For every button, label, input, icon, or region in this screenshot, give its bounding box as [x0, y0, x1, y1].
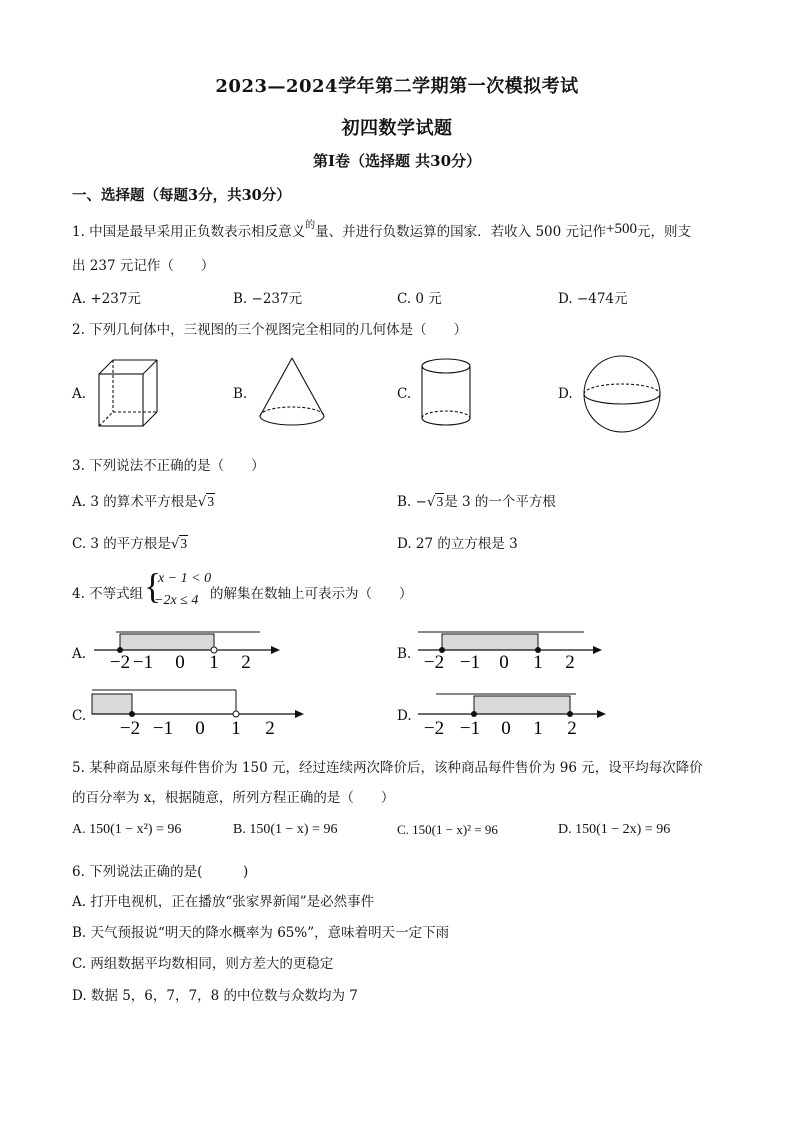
question-4-pre: 4. 不等式组 [72, 586, 144, 602]
tick-label: 0 [501, 718, 511, 738]
q4-label-d[interactable]: D. [397, 708, 412, 724]
cylinder-figure [418, 356, 478, 430]
q1-option-a[interactable]: A. +237元 [72, 291, 141, 307]
q2-label-c[interactable]: C. [397, 386, 412, 402]
q2-label-b[interactable]: B. [233, 386, 248, 402]
tick-label: −2 [423, 718, 445, 738]
sphere-figure [580, 353, 664, 435]
q5-option-c[interactable]: C. 150(1 − x)² = 96 [397, 822, 498, 837]
system-brace: { [144, 566, 162, 606]
tick-label: −2 [119, 718, 141, 738]
tick-label: 1 [533, 718, 543, 738]
tick-label: 1 [209, 652, 219, 673]
cube-figure [95, 356, 161, 430]
exam-subtitle: 初四数学试题 [341, 118, 453, 139]
question-6-text: 6. 下列说法正确的是( ) [72, 864, 249, 880]
question-5-line1: 5. 某种商品原来每件售价为 150 元，经过连续两次降价后，该种商品每件售价为 96 元，设平均每次降价 [72, 760, 703, 776]
number-line-b [412, 626, 608, 674]
q5-option-d[interactable]: D. 150(1 − 2x) = 96 [558, 822, 671, 837]
q3-option-a[interactable]: A. 3 的算术平方根是√3 [72, 494, 215, 510]
inequality-2: −2x ≤ 4 [154, 593, 199, 608]
tick-label: 2 [565, 652, 575, 673]
tick-label: 2 [265, 718, 275, 738]
tick-label: 2 [241, 652, 251, 673]
sqrt-symbol: √3 [170, 536, 188, 552]
inequality-1: x − 1 < 0 [158, 571, 212, 586]
question-3-text: 3. 下列说法不正确的是（ ） [72, 458, 265, 474]
q3-option-b[interactable]: B. −√3是 3 的一个平方根 [397, 494, 556, 510]
q6-option-c[interactable]: C. 两组数据平均数相同，则方差大的更稳定 [72, 956, 334, 972]
question-1-text: 1. 中国是最早采用正负数表示相反意义$^的$量、并进行负数运算的国家．若收入 500 元记作+500元，则支 [72, 220, 691, 240]
q6-option-a[interactable]: A. 打开电视机，正在播放“张家界新闻”是必然事件 [72, 894, 375, 910]
tick-label: 1 [533, 652, 543, 673]
tick-label: −1 [459, 718, 481, 738]
number-line-d [412, 686, 612, 738]
q6-option-b[interactable]: B. 天气预报说“明天的降水概率为 65%”，意味着明天一定下雨 [72, 925, 450, 941]
tick-label: 0 [499, 652, 509, 673]
question-4-post: 的解集在数轴上可表示为（ ） [210, 586, 413, 602]
q6-option-d[interactable]: D. 数据 5，6，7，7，8 的中位数与众数均为 7 [72, 988, 358, 1004]
q4-label-a[interactable]: A. [72, 646, 87, 662]
part-heading: 第Ⅰ卷（选择题 共30分） [312, 152, 482, 170]
q2-label-a[interactable]: A. [72, 386, 87, 402]
tick-label: 0 [175, 652, 185, 673]
sqrt-symbol: √3 [197, 494, 215, 510]
q1-option-d[interactable]: D. −474元 [558, 291, 628, 307]
tick-label: −1 [132, 652, 154, 673]
exam-title: 2023—2024学年第二学期第一次模拟考试 [215, 76, 579, 97]
tick-label: 0 [195, 718, 205, 738]
question-2-text: 2. 下列几何体中，三视图的三个视图完全相同的几何体是（ ） [72, 322, 468, 338]
q1-option-c[interactable]: C. 0 元 [397, 291, 442, 307]
question-5-line2: 的百分率为 x，根据随意，所列方程正确的是（ ） [72, 790, 395, 806]
number-line-a [88, 626, 288, 674]
q5-option-a[interactable]: A. 150(1 − x²) = 96 [72, 822, 182, 837]
tick-label: 1 [231, 718, 241, 738]
section-heading: 一、选择题（每题3分，共30分） [72, 187, 291, 204]
q4-label-c[interactable]: C. [72, 708, 87, 724]
q3-option-c[interactable]: C. 3 的平方根是√3 [72, 536, 188, 552]
sqrt-symbol: √3 [426, 494, 444, 510]
q2-label-d[interactable]: D. [558, 386, 573, 402]
q4-label-b[interactable]: B. [397, 646, 412, 662]
tick-label: −1 [459, 652, 481, 673]
tick-label: −2 [109, 652, 131, 673]
number-line-c [88, 686, 310, 738]
q1-option-b[interactable]: B. −237元 [233, 291, 303, 307]
question-1-line2: 出 237 元记作（ ） [72, 258, 215, 274]
tick-label: −1 [152, 718, 174, 738]
cone-figure [256, 354, 328, 432]
q3-option-d[interactable]: D. 27 的立方根是 3 [397, 536, 518, 552]
q5-option-b[interactable]: B. 150(1 − x) = 96 [233, 822, 338, 837]
tick-label: 2 [567, 718, 577, 738]
tick-label: −2 [423, 652, 445, 673]
